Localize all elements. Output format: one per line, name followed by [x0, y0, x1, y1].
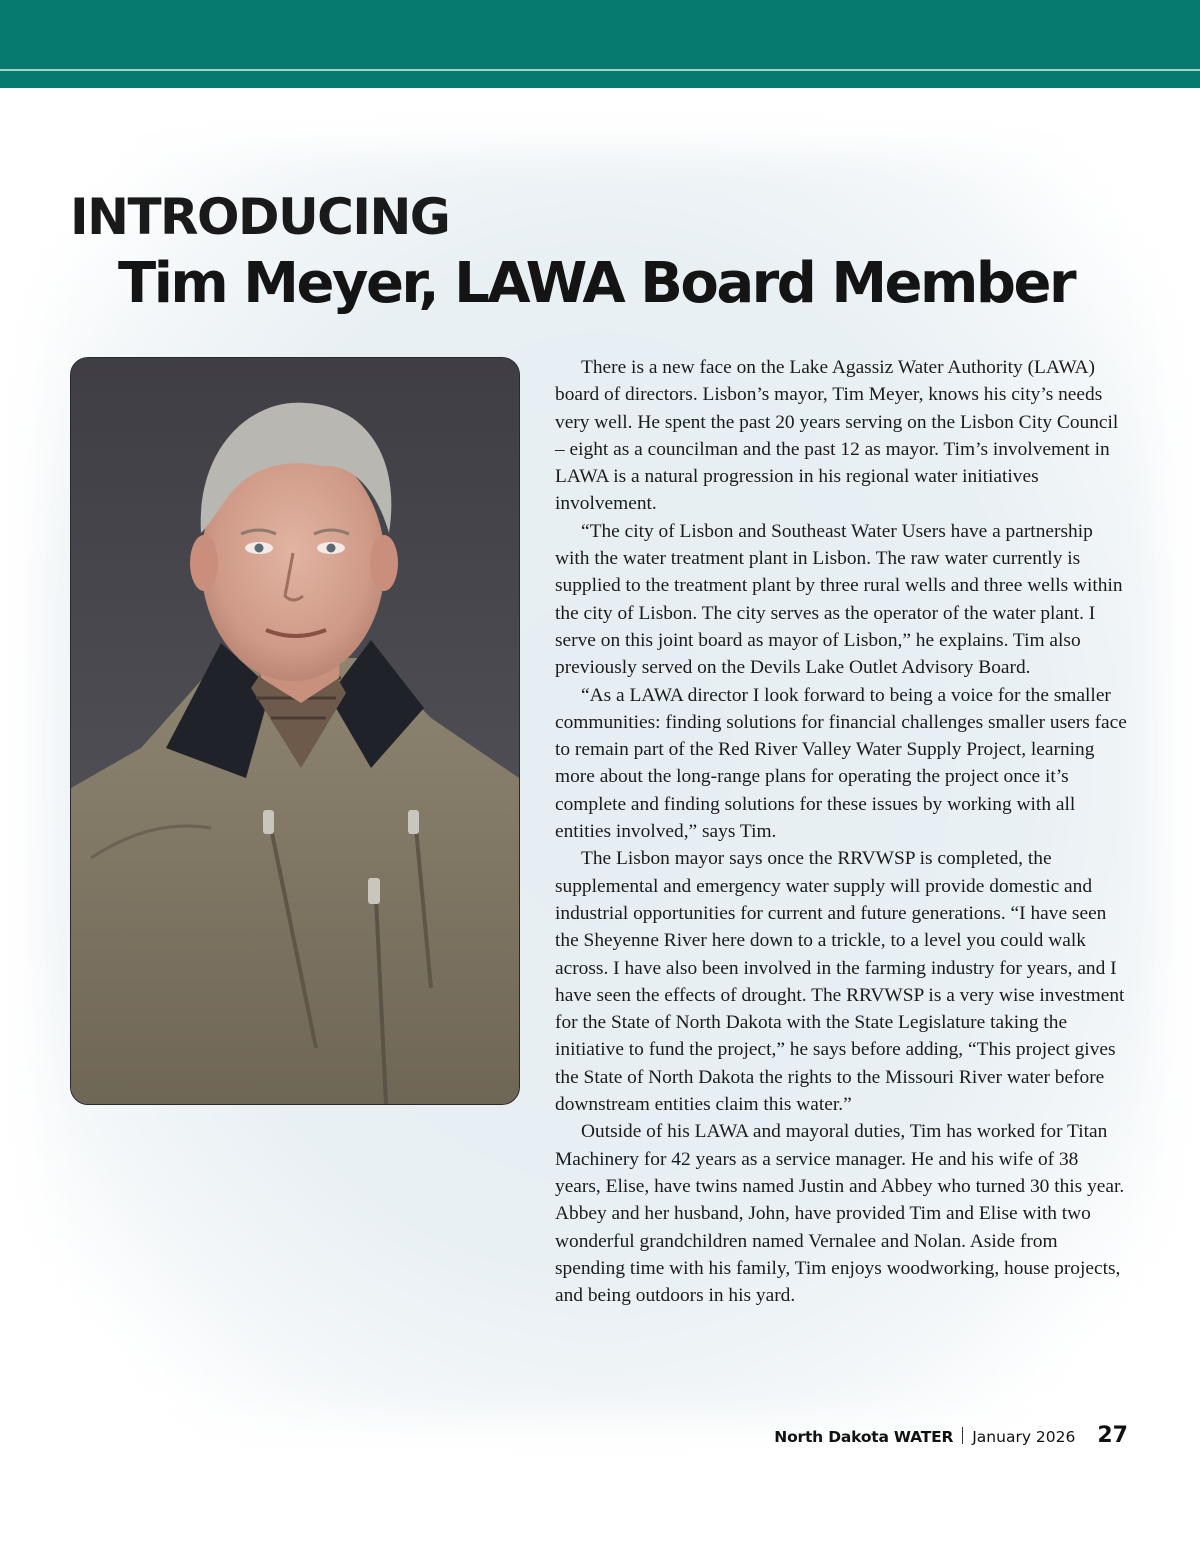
article-paragraph: “As a LAWA director I look forward to being a voice for the smaller communities: finding solutions for financial challenges smaller users face to remain part of the Red River Valley Water Supply Project, learning more about the long-range plans for operating the project once it’s complete and finding solutions for these issues by working with all entities involved,” says Tim.	[555, 684, 1127, 843]
header-band	[0, 0, 1200, 88]
article-title: Tim Meyer, LAWA Board Member	[118, 251, 1075, 316]
issue-date: January 2026	[972, 1428, 1076, 1446]
page-number: 27	[1097, 1423, 1128, 1448]
article-paragraph: The Lisbon mayor says once the RRVWSP is completed, the supplemental and emergency water supply will provide domestic and industrial opportunities for current and future generations. “I have seen the Sheyenne River here down to a trickle, to a level you could walk across. I have also been involved in the farming industry for years, and I have seen the effects of drought. The RRVWSP is a very wise investment for the State of North Dakota with the State Legislature taking the initiative to fund the project,” he says before adding, “This project gives the State of North Dakota the rights to the Missouri River water before downstream entities claim this water.”	[555, 848, 1125, 1116]
article-body	[555, 354, 1127, 1309]
publication-name: North Dakota WATER	[774, 1428, 954, 1446]
header-band-rule	[0, 69, 1200, 71]
portrait-illustration	[71, 358, 519, 1104]
article-paragraph: “The city of Lisbon and Southeast Water Users have a partnership with the water treatment plant in Lisbon. The raw water currently is supplied to the treatment plant by three rural wells and three wells within the city of Lisbon. The city serves as the operator of the water plant. I serve on this joint board as mayor of Lisbon,” he explains. Tim also previously served on the Devils Lake Outlet Advisory Board.	[555, 520, 1123, 679]
article-paragraph: There is a new face on the Lake Agassiz Water Authority (LAWA) board of directors. Lisbon’s mayor, Tim Meyer, knows his city’s needs very well. He spent the past 20 years serving on the Lisbon City Council – eight as a councilman and the past 12 as mayor. Tim’s involvement in LAWA is a natural progression in his regional water initiatives involvement.	[555, 357, 1119, 515]
page-footer	[774, 1423, 1128, 1448]
section-kicker: INTRODUCING	[70, 188, 450, 246]
footer-divider	[962, 1427, 963, 1444]
portrait-photo	[70, 357, 520, 1105]
article-paragraph: Outside of his LAWA and mayoral duties, Tim has worked for Titan Machinery for 42 years as a service manager. He and his wife of 38 years, Elise, have twins named Justin and Abbey who turned 30 this year. Abbey and her husband, John, have provided Tim and Elise with two wonderful grandchildren named Vernalee and Nolan. Aside from spending time with his family, Tim enjoys woodworking, house projects, and being outdoors in his yard.	[555, 1121, 1125, 1307]
